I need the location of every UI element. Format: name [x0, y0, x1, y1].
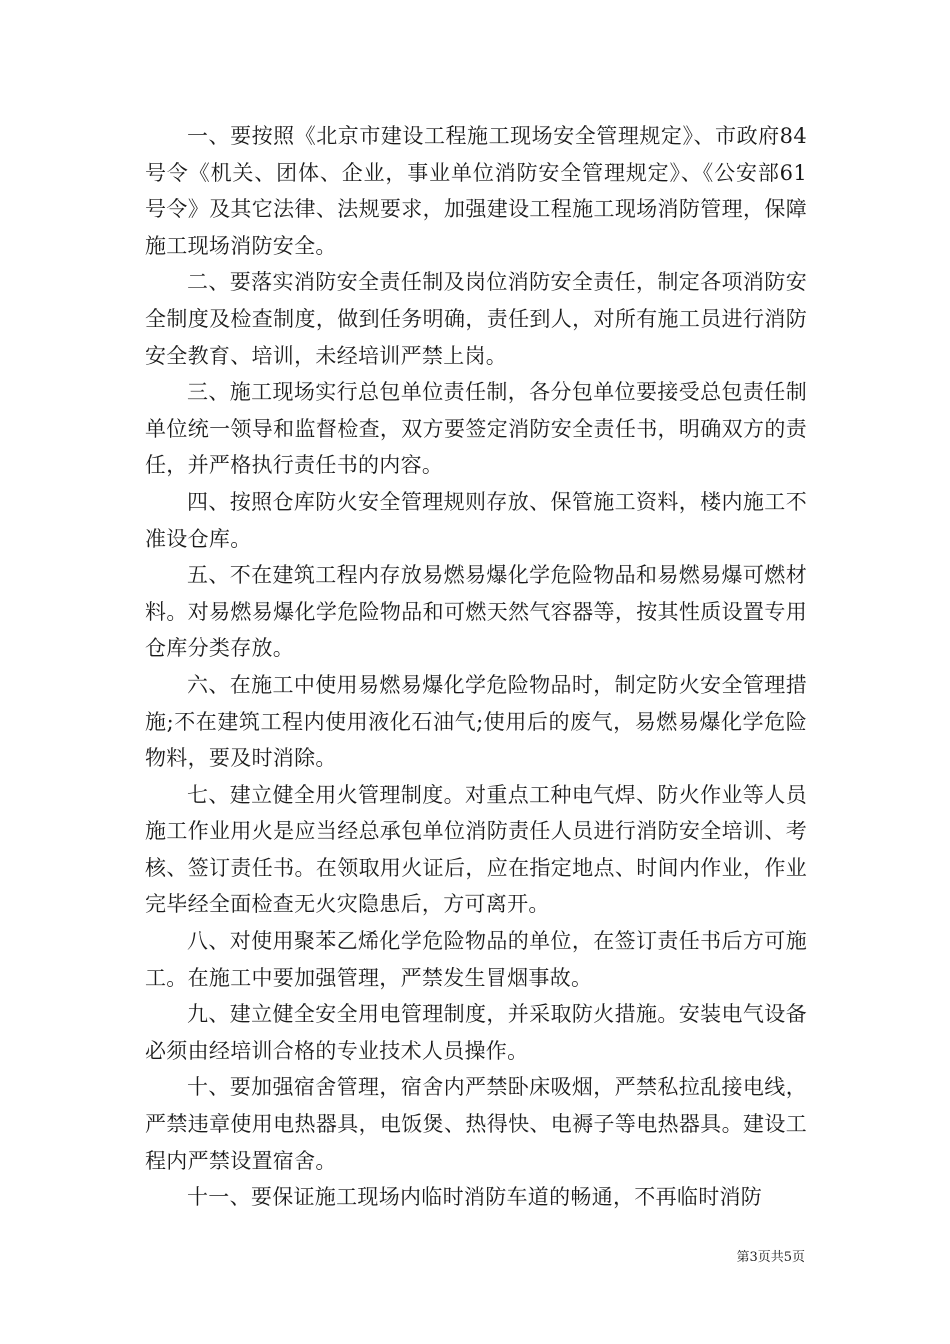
page-number: 第3页共5页: [736, 1250, 805, 1265]
paragraph-2: 二、要落实消防安全责任制及岗位消防安全责任，制定各项消防安全制度及检查制度，做到任务明确，责任到人，对所有施工员进行消防安全教育、培训，未经培训严禁上岗。: [145, 270, 807, 368]
paragraph-3: 三、施工现场实行总包单位责任制，各分包单位要接受总包责任制单位统一领导和监督检查，双方要签定消防安全责任书，明确双方的责任，并严格执行责任书的内容。: [145, 380, 807, 478]
paragraph-10: 十、要加强宿舍管理，宿舍内严禁卧床吸烟，严禁私拉乱接电线，严禁违章使用电热器具，电饭煲、热得快、电褥子等电热器具。建设工程内严禁设置宿舍。: [145, 1075, 807, 1173]
paragraph-9: 九、建立健全安全用电管理制度，并采取防火措施。安装电气设备必须由经培训合格的专业技术人员操作。: [145, 1002, 807, 1063]
paragraph-4: 四、按照仓库防火安全管理规则存放、保管施工资料，楼内施工不准设仓库。: [145, 489, 807, 551]
document-body: [145, 118, 807, 1216]
paragraph-5: 五、不在建筑工程内存放易燃易爆化学危险物品和易燃易爆可燃材料。对易燃易爆化学危险物品和可燃天然气容器等，按其性质设置专用仓库分类存放。: [145, 563, 807, 661]
paragraph-8: 八、对使用聚苯乙烯化学危险物品的单位，在签订责任书后方可施工。在施工中要加强管理，严禁发生冒烟事故。: [145, 929, 807, 990]
paragraph-1: 一、要按照《北京市建设工程施工现场安全管理规定》、市政府84号令《机关、团体、企业，事业单位消防安全管理规定》、《公安部61号令》及其它法律、法规要求，加强建设工程施工现场消防管理，保障施工现场消防安全。: [145, 124, 807, 258]
paragraph-6: 六、在施工中使用易燃易爆化学危险物品时，制定防火安全管理措施;不在建筑工程内使用液化石油气;使用后的废气，易燃易爆化学危险物料，要及时消除。: [145, 672, 807, 771]
paragraph-7: 七、建立健全用火管理制度。对重点工种电气焊、防火作业等人员施工作业用火是应当经总承包单位消防责任人员进行消防安全培训、考核、签订责任书。在领取用火证后，应在指定地点、时间内作业，作业完毕经全面检查无火灾隐患后，方可离开。: [145, 782, 807, 917]
paragraph-11: 十一、要保证施工现场内临时消防车道的畅通，不再临时消防: [187, 1185, 763, 1210]
